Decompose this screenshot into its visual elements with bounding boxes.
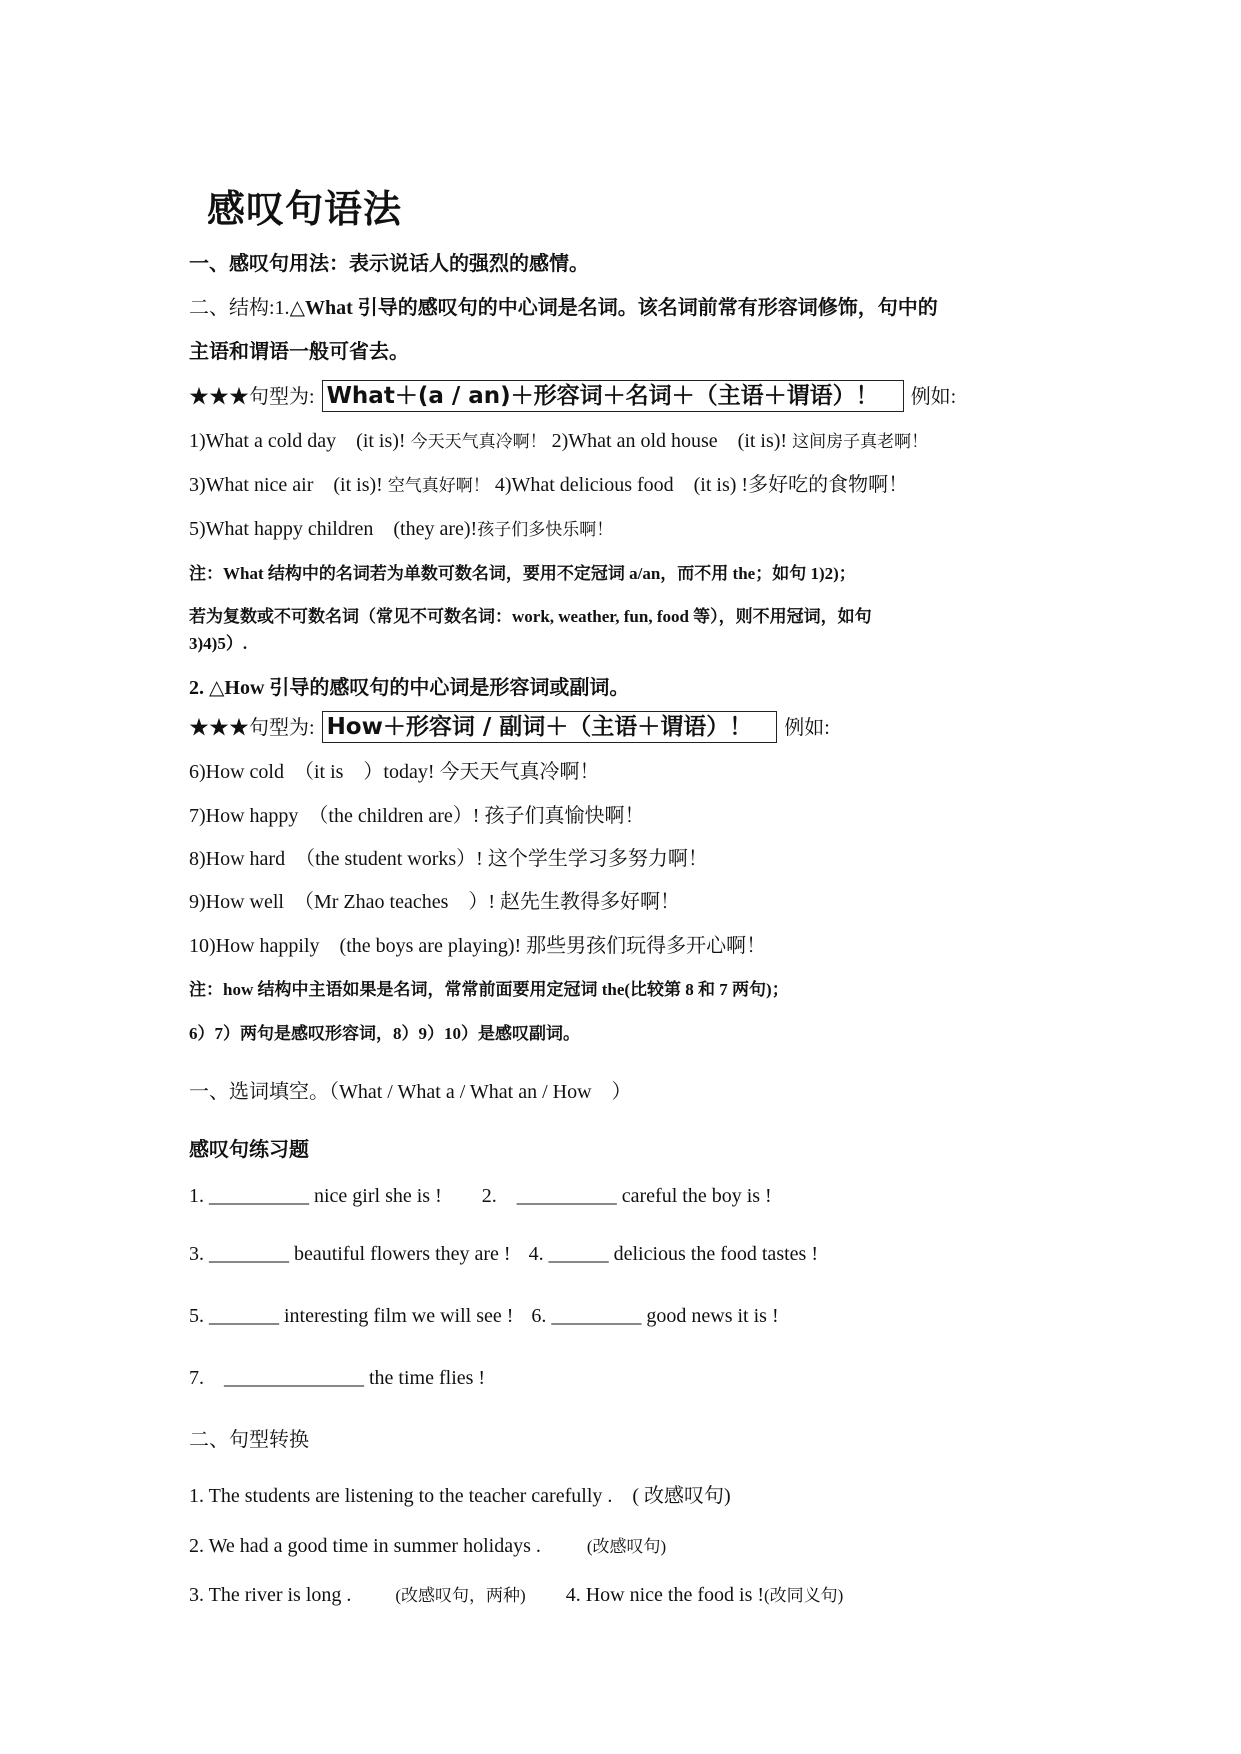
example-1: 1)What a cold day (it is)! [189, 430, 406, 452]
what-note-1: 注：What 结构中的名词若为单数可数名词，要用不定冠词 a/an，而不用 the；如句 1)2)； [189, 564, 856, 583]
how-heading: 2. △How 引导的感叹句的中心词是形容词或副词。 [189, 677, 630, 699]
pattern-stars-2: ★★★句型为: [189, 717, 315, 739]
how-pattern-line [189, 711, 830, 743]
how-note-2: 6）7）两句是感叹形容词，8）9）10）是感叹副词。 [189, 1024, 580, 1043]
example-5-cn: 孩子们多快乐啊！ [477, 520, 614, 539]
fill-row-1 [189, 1182, 772, 1210]
page-title: 感叹句语法 [207, 187, 403, 231]
example-8: 8)How hard （the student works）! 这个学生学习多努力啊！ [189, 848, 708, 870]
transform-3: 3. The river is long . [189, 1584, 352, 1606]
what-pattern-line [189, 380, 956, 412]
transform-2-note: (改感叹句) [586, 1537, 667, 1556]
transform-3-note: (改感叹句，两种) [395, 1586, 526, 1605]
example-6: 6)How cold （it is ）today! 今天天气真冷啊！ [189, 761, 600, 783]
question-3: 3. ________ beautiful flowers they are ! [189, 1243, 511, 1265]
example-label: 例如: [910, 386, 957, 408]
exercise-title: 感叹句练习题 [189, 1139, 309, 1161]
example-5: 5)What happy children (they are)! [189, 518, 478, 540]
example-row-1 [189, 427, 928, 456]
transform-row-3 [189, 1581, 843, 1610]
question-1: 1. __________ nice girl she is ! [189, 1185, 442, 1207]
question-4: 4. ______ delicious the food tastes ! [528, 1243, 818, 1265]
transform-4-note: (改同义句) [764, 1586, 844, 1605]
question-5: 5. _______ interesting film we will see ! [189, 1305, 514, 1327]
transform-row-2 [189, 1532, 666, 1561]
exercise-1-heading: 一、选词填空。（What / What a / What an / How ） [189, 1081, 632, 1103]
how-note-1: 注：how 结构中主语如果是名词，常常前面要用定冠词 the(比较第 8 和 7 两句)； [189, 980, 789, 999]
example-1-cn: 今天天气真冷啊！ [410, 432, 547, 451]
question-2: 2. __________ careful the boy is ! [481, 1185, 772, 1207]
example-row-3 [189, 515, 613, 544]
example-9: 9)How well （Mr Zhao teaches ）! 赵先生教得多好啊！ [189, 891, 681, 913]
example-label-2: 例如: [784, 717, 830, 739]
what-rule: △What 引导的感叹句的中心词是名词。该名词前常有形容词修饰，句中的 [289, 297, 938, 319]
example-2-cn: 这间房子真老啊！ [792, 432, 929, 451]
example-7: 7)How happy （the children are）! 孩子们真愉快啊！ [189, 805, 645, 827]
what-pattern-box: What＋(a / an)＋形容词＋名词＋（主语＋谓语）！ [322, 380, 904, 412]
example-10: 10)How happily (the boys are playing)! 那些男孩们玩得多开心啊！ [189, 935, 767, 957]
what-note-2: 若为复数或不可数名词（常见不可数名词：work, weather, fun, food 等），则不用冠词，如句 [189, 607, 872, 626]
structure-line-2: 主语和谓语一般可省去。 [189, 341, 409, 363]
fill-row-3 [189, 1302, 779, 1330]
question-6: 6. _________ good news it is ! [531, 1305, 779, 1327]
how-pattern-box: How＋形容词 / 副词＋（主语＋谓语）！ [322, 711, 778, 743]
example-2: 2)What an old house (it is)! [551, 430, 788, 452]
example-3-cn: 空气真好啊！ [387, 476, 490, 495]
example-3: 3)What nice air (it is)! [189, 474, 383, 496]
example-4: 4)What delicious food (it is) !多好吃的食物啊！ [494, 474, 909, 496]
structure-label: 二、结构:1. [189, 297, 290, 319]
exercise-2-heading: 二、句型转换 [189, 1429, 309, 1451]
what-note-3: 3)4)5）. [189, 634, 248, 653]
pattern-stars: ★★★句型为: [189, 386, 315, 408]
transform-2: 2. We had a good time in summer holidays . [189, 1535, 541, 1557]
transform-4: 4. How nice the food is ! [565, 1584, 765, 1606]
fill-row-2 [189, 1240, 818, 1268]
transform-1: 1. The students are listening to the teacher carefully . ( 改感叹句) [189, 1485, 731, 1507]
question-7: 7. ______________ the time flies ! [189, 1367, 486, 1389]
example-row-2 [189, 471, 908, 500]
structure-line [189, 294, 938, 322]
usage-heading: 一、感叹句用法：表示说话人的强烈的感情。 [189, 253, 589, 275]
